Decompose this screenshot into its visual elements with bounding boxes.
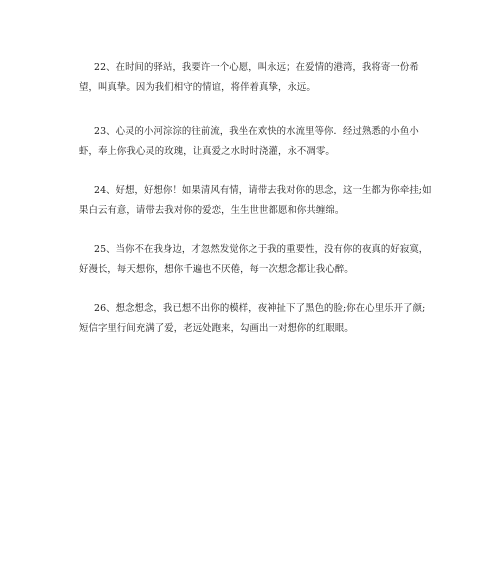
paragraph-24: 24、好想，好想你！如果清风有情，请带去我对你的思念，这一生都为你牵挂;如果白云有意，请带去我对你的爱恋，生生世世都愿和你共缠绵。 — [79, 185, 432, 216]
paragraph-25: 25、当你不在我身边，才忽然发觉你之于我的重要性，没有你的夜真的好寂寞，好漫长，每天想你，想你千遍也不厌倦，每一次想念都让我心醉。 — [79, 244, 429, 275]
paragraph-23: 23、心灵的小河淙淙的往前流，我坐在欢快的水流里等你．经过熟悉的小鱼小虾，奉上你我心灵的玫瑰，让真爱之水时时浇灌，永不凋零。 — [79, 126, 419, 157]
paragraph-26: 26、想念想念，我已想不出你的模样，夜神扯下了黑色的脸;你在心里乐开了颜;短信字里行间充满了爱，老远处跑来，勾画出一对想你的红眼眼。 — [79, 303, 426, 334]
paragraph-22: 22、在时间的驿站，我要许一个心愿，叫永远；在爱情的港湾，我将寄一份希望，叫真挚。因为我们相守的情谊，将伴着真挚，永远。 — [79, 62, 419, 93]
